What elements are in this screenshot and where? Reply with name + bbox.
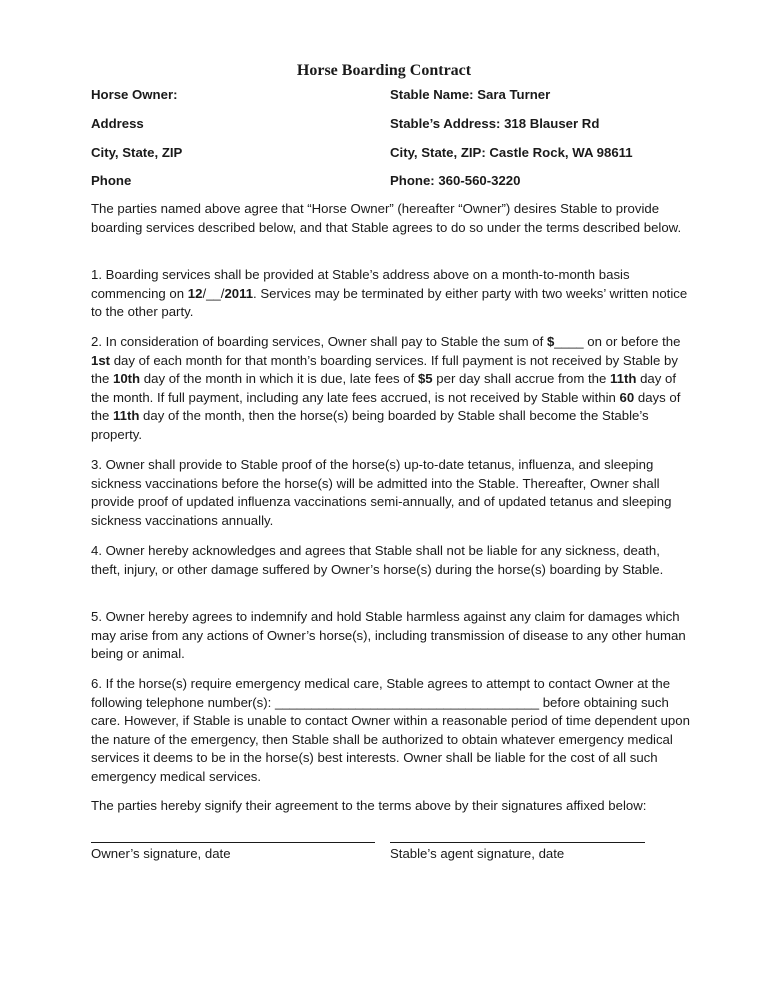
owner-signature-line xyxy=(91,832,375,843)
clause-4: 4. Owner hereby acknowledges and agrees that Stable shall not be liable for any sickness, death, theft, injury, or other damage suffered by Owner’s horse(s) during the horse(s) boarding by Stable. xyxy=(91,543,664,577)
clause-6: 6. If the horse(s) require emergency medical care, Stable agrees to attempt to contact Owner at the following telephone number(s): ____________________________________ before obtaining such care. However, if Stable is unable to contact Owner within a reasonable period of time dependent upon the nature of the emergency, then Stable shall be authorized to obtain whatever emergency medical services it deems to be in the horse(s) best interests. Owner shall be liable for the cost of all such emergency medical services. xyxy=(91,676,690,784)
clause-2: 2. In consideration of boarding services, Owner shall pay to Stable the sum of $____ on or before the 1st day of each month for that month’s boarding services. If full payment is not received by Stable by the 10th day of the month in which it is due, late fees of $5 per day shall accrue from the 11th day of the month. If full payment, including any late fees accrued, is not received by Stable within 60 days of the 11th day of the month, then the horse(s) being boarded by Stable shall become the Stable’s property. xyxy=(91,334,681,442)
stable-city: City, State, ZIP: Castle Rock, WA 98611 xyxy=(390,145,633,160)
horse-owner-label: Horse Owner: xyxy=(91,87,178,102)
owner-signature-label: Owner’s signature, date xyxy=(91,846,231,861)
stable-name: Stable Name: Sara Turner xyxy=(390,87,551,102)
owner-address-label: Address xyxy=(91,116,144,131)
owner-phone-label: Phone xyxy=(91,173,132,188)
clause-1: 1. Boarding services shall be provided at Stable’s address above on a month-to-month basis commencing on 12/__/2011. Services may be terminated by either party with two weeks’ written notice to the other party. xyxy=(91,267,688,319)
owner-city-label: City, State, ZIP xyxy=(91,145,183,160)
clause-3: 3. Owner shall provide to Stable proof of the horse(s) up-to-date tetanus, influenza, and sleeping sickness vaccinations before the horse(s) will be admitted into the Stable. Thereafter, Owner shall provide proof of updated influenza vaccinations semi-annually, and of updated tetanus and sleeping sickness vaccinations annually. xyxy=(91,457,672,528)
stable-address: Stable’s Address: 318 Blauser Rd xyxy=(390,116,600,131)
stable-phone: Phone: 360-560-3220 xyxy=(390,173,521,188)
clause-5: 5. Owner hereby agrees to indemnify and hold Stable harmless against any claim for damages which may arise from any actions of Owner’s horse(s), including transmission of disease to any other human being or animal. xyxy=(91,609,686,661)
document-title: Horse Boarding Contract xyxy=(296,62,472,79)
closing-paragraph: The parties hereby signify their agreement to the terms above by their signatures affixed below: xyxy=(91,798,647,813)
stable-signature-line xyxy=(390,832,645,843)
intro-paragraph: The parties named above agree that “Horse Owner” (hereafter “Owner”) desires Stable to provide boarding services described below, and that Stable agrees to do so under the terms described below. xyxy=(91,201,682,235)
stable-signature-label: Stable’s agent signature, date xyxy=(390,846,565,861)
